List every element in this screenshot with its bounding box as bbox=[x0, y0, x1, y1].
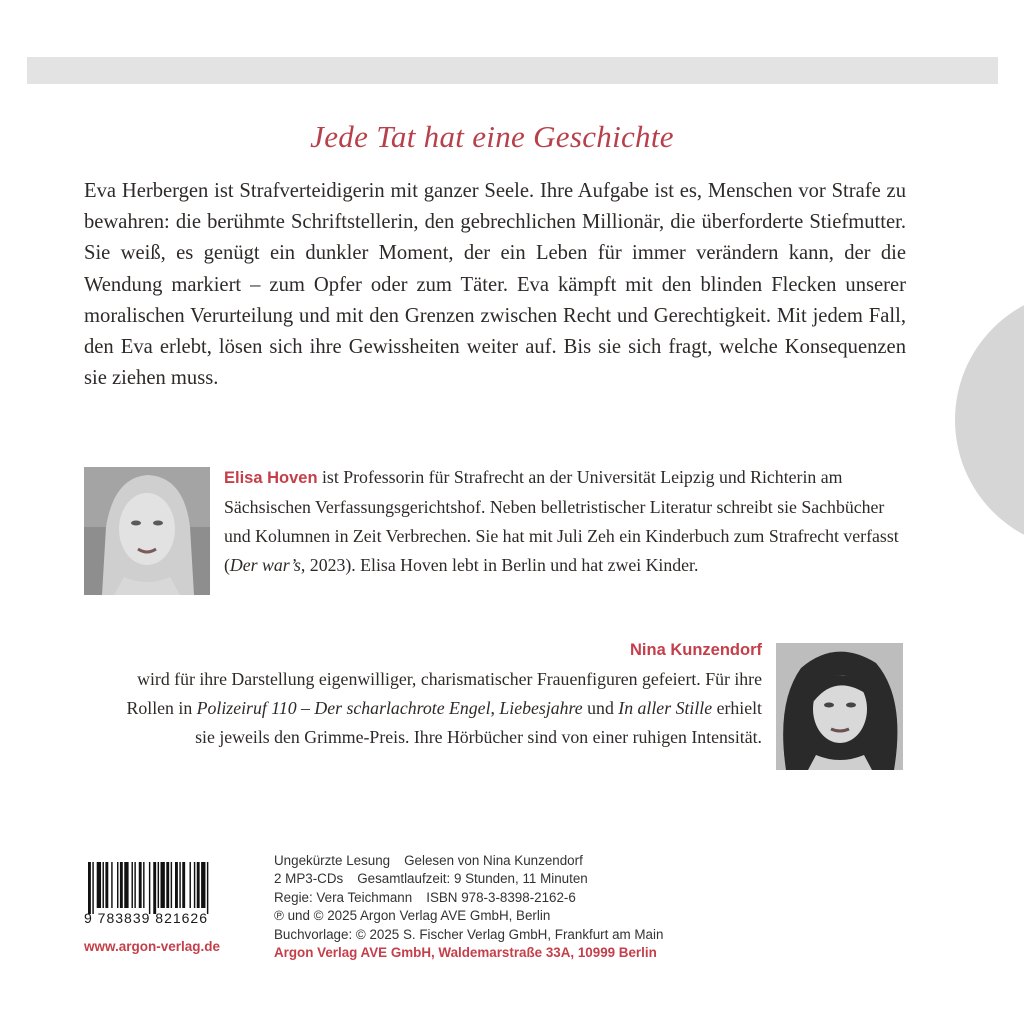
narrator-sep-1: , bbox=[490, 698, 500, 718]
publisher-website: www.argon-verlag.de bbox=[84, 939, 221, 954]
isbn: ISBN 978-3-8398-2162-6 bbox=[426, 889, 576, 905]
runtime: Gesamtlaufzeit: 9 Stunden, 11 Minuten bbox=[357, 871, 588, 887]
narrator-name: Nina Kunzendorf bbox=[630, 641, 762, 659]
narrator-bio-text-1: wird für ihre Darstellung eigenwilliger, charismatischer Frauenfiguren gefeiert. Für ihre Rollen in bbox=[126, 669, 762, 718]
author-photo bbox=[84, 467, 210, 595]
author-bio-text-2: , 2023). Elisa Hoven lebt in Berlin und hat zwei Kinder. bbox=[300, 555, 699, 575]
book-blurb: Eva Herbergen ist Strafverteidigerin mit ganzer Seele. Ihre Aufgabe ist es, Menschen vor Strafe zu bewahren: die berühmte Schriftstellerin, den gebrechlichen Millionär, die überforderte Stiefmutter. Sie weiß, es genügt ein dunkler Moment, der ein Leben für immer verändern kann, der die Wendung markiert – zum Opfer oder zum Täter. Eva kämpft mit den blinden Flecken unserer moralischen Verurteilung und mit den Grenzen zwischen Recht und Gerechtigkeit. Mit jedem Fall, den Eva erlebt, lösen sich ihre Gewissheiten weiter auf. Bis sie sich fragt, welche Konsequenzen sie ziehen muss. bbox=[84, 180, 906, 390]
narrator-bio bbox=[120, 636, 762, 752]
narrator-bio-text-2: erhielt sie jeweils den Grimme-Preis. Ihre Hörbücher sind von einer ruhigen Intensität. bbox=[195, 698, 762, 747]
cd-count: 2 MP3-CDs bbox=[274, 871, 344, 887]
top-gray-band bbox=[27, 57, 998, 84]
barcode-number: 9 783839 821626 bbox=[84, 910, 208, 926]
author-book-title: Der war’s bbox=[229, 555, 301, 575]
narrator-sep-2: und bbox=[582, 698, 619, 718]
author-name: Elisa Hoven bbox=[224, 469, 318, 487]
read-by-label: Gelesen von Nina Kunzendorf bbox=[404, 853, 583, 868]
tagline: Jede Tat hat eine Geschichte bbox=[310, 119, 674, 154]
production-credits bbox=[274, 852, 834, 962]
narrator-title-3: In aller Stille bbox=[618, 698, 713, 718]
unabridged-label: Ungekürzte Lesung bbox=[274, 853, 391, 868]
publisher-address: Argon Verlag AVE GmbH, Waldemarstraße 33A, 10999 Berlin bbox=[274, 945, 657, 961]
director-credit: Regie: Vera Teichmann bbox=[274, 889, 413, 905]
source-credit: Buchvorlage: © 2025 S. Fischer Verlag GmbH, Frankfurt am Main bbox=[274, 926, 664, 942]
narrator-title-1: Polizeiruf 110 – Der scharlachrote Engel bbox=[196, 698, 491, 718]
disc-edge-decoration bbox=[955, 290, 1024, 550]
narrator-photo bbox=[776, 643, 903, 770]
author-bio-text-1: ist Professorin für Strafrecht an der Universität Leipzig und Richterin am Sächsischen Verfassungsgerichtshof. Neben belletristischer Literatur schreibt sie Sachbücher und Kolumnen in Zeit Verbrechen. Sie hat mit Juli Zeh ein Kinderbuch zum Strafrecht verfasst ( bbox=[224, 467, 899, 575]
narrator-title-2: Liebesjahre bbox=[499, 698, 583, 718]
author-bio bbox=[224, 463, 914, 580]
copyright-line: ℗ und © 2025 Argon Verlag AVE GmbH, Berlin bbox=[274, 908, 551, 924]
